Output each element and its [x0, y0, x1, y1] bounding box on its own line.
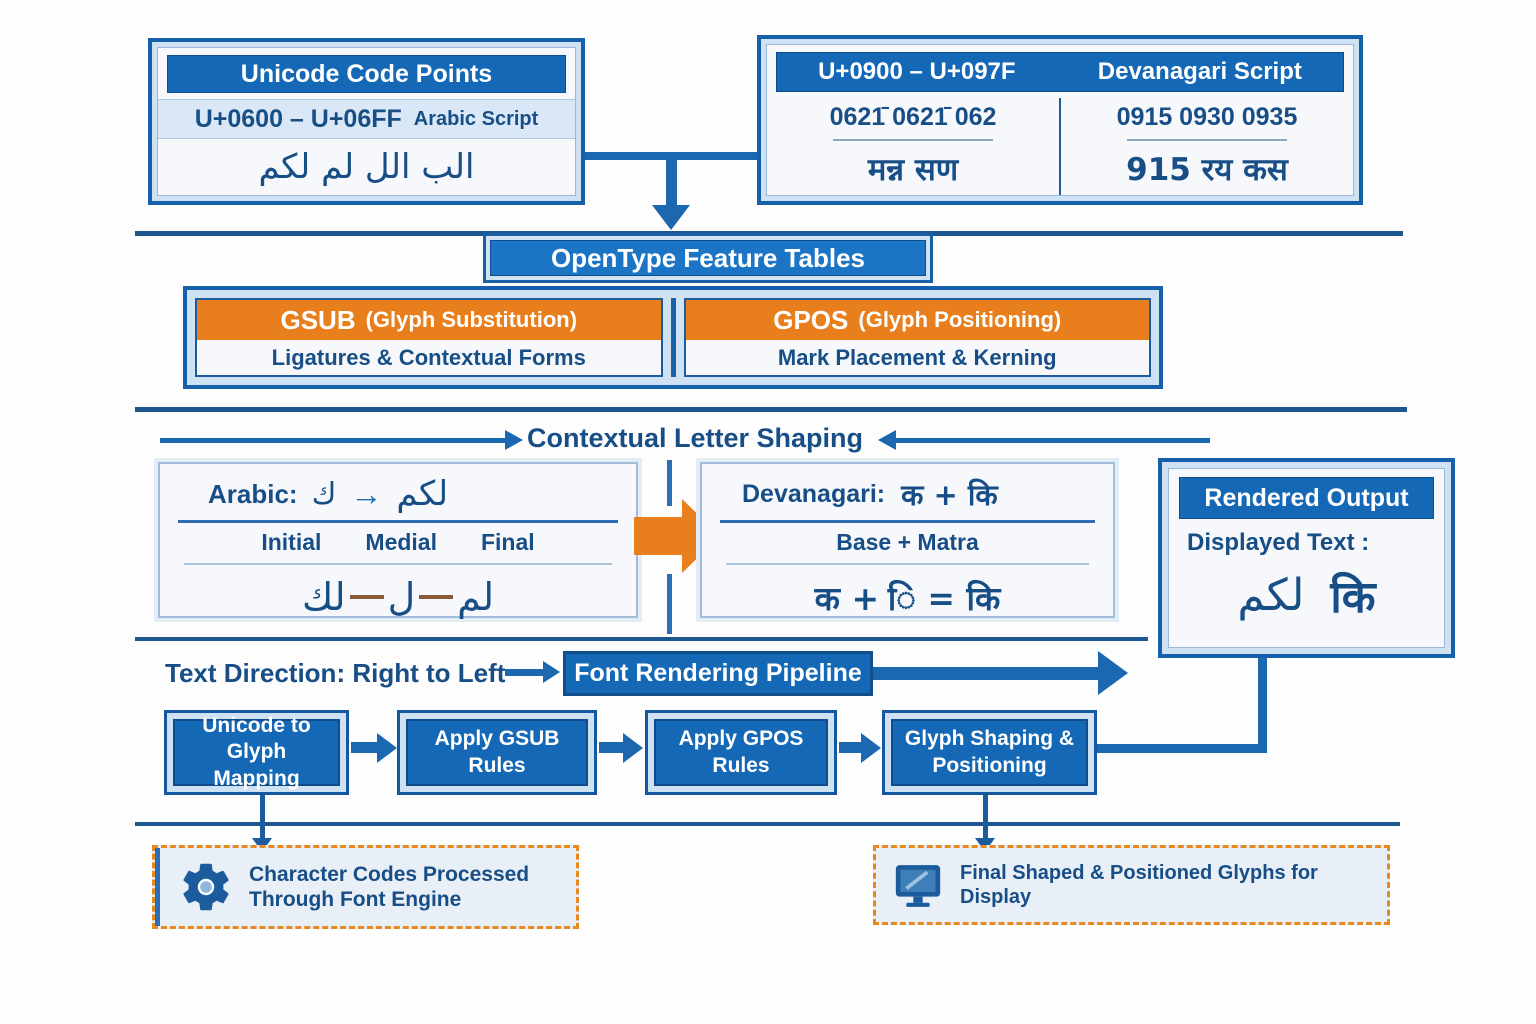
monitor-icon [890, 857, 946, 913]
orange-arrow-body [634, 517, 682, 555]
arabic-shaping-box [158, 462, 638, 618]
right-arrowhead-icon [861, 733, 881, 763]
left-accent-bar [155, 848, 160, 926]
rendered-devanagari-sample: कि [1330, 572, 1376, 623]
devanagari-shaping-box [700, 462, 1115, 618]
right-arrowhead-icon [505, 430, 523, 450]
arabic-box-divider-1 [178, 520, 618, 523]
down-arrowhead-icon [652, 205, 690, 230]
text-direction-label: Text Direction: Right to Left [165, 658, 506, 688]
shaping-title: Contextual Letter Shaping [526, 423, 864, 453]
gsub-qualifier: (Glyph Substitution) [365, 307, 578, 333]
arabic-range-row [158, 99, 575, 139]
joining-dash [350, 595, 384, 599]
right-arrowhead-icon [623, 733, 643, 763]
shaping-left-arrow-line [160, 438, 505, 443]
devanagari-formula: क + ि = कि [814, 578, 1001, 618]
gsub-panel [195, 298, 663, 377]
pipeline-arrow-line [873, 667, 1098, 680]
footnote-connector-2 [983, 795, 988, 840]
direction-arrow-line [505, 669, 543, 676]
gsub-header [197, 300, 661, 340]
arabic-form-medial: ل [387, 575, 416, 619]
pipe-arrow-line [351, 742, 377, 753]
arabic-sample-text: الب الل لم لكم [258, 147, 475, 187]
pipeline-step-gpos [645, 710, 837, 795]
left-arrowhead-icon [878, 430, 896, 450]
section-rule-4 [135, 822, 1400, 826]
arabic-box-divider-2 [184, 563, 612, 565]
gsub-name: GSUB [280, 304, 356, 335]
devanagari-header [776, 52, 1344, 92]
codes-2: 0915 0930 0935 [1116, 103, 1298, 131]
gear-icon [177, 858, 235, 916]
arabic-form-initial: لك [301, 575, 346, 619]
pipeline-step-label: Apply GPOS Rules [654, 719, 828, 786]
devanagari-box-divider-1 [720, 520, 1095, 523]
pipeline-step-unicode-mapping [164, 710, 349, 795]
shaping-divider-top [667, 460, 672, 506]
feature-tables-container [183, 286, 1163, 389]
arabic-isolated-form: ك [311, 476, 337, 512]
gpos-header [686, 300, 1150, 340]
footnote-connector-1 [260, 795, 265, 840]
big-right-arrowhead-icon [1098, 651, 1128, 695]
devanagari-box-divider-2 [726, 563, 1089, 565]
output-connector-vertical [1258, 658, 1267, 753]
feature-tables-divider [671, 298, 676, 377]
footnote-box-character-codes [152, 845, 579, 929]
devanagari-label: Devanagari: [742, 479, 886, 508]
devanagari-rule: Base + Matra [836, 528, 979, 555]
output-connector-horizontal [1094, 744, 1267, 753]
gsub-description: Ligatures & Contextual Forms [271, 344, 586, 370]
pipeline-step-label: Unicode to Glyph Mapping [173, 719, 340, 786]
sample-2: 915 रय कस [1126, 152, 1288, 188]
shaping-right-arrow-line [896, 438, 1210, 443]
right-arrowhead-icon [543, 661, 560, 683]
gpos-name: GPOS [773, 304, 849, 335]
pipeline-step-gsub [397, 710, 597, 795]
sample-1: मन्न सण [867, 152, 959, 188]
codes-1: 0621̄ 0621̄ 062 [829, 103, 997, 131]
pipeline-step-label: Glyph Shaping & Positioning [891, 719, 1088, 786]
arabic-script-label: Arabic Script [413, 107, 539, 130]
devanagari-col-1 [767, 98, 1061, 195]
cell-divider [1127, 139, 1288, 141]
rendered-output-title: Rendered Output [1179, 477, 1434, 519]
section-rule-2 [135, 407, 1407, 412]
pipeline-step-label: Apply GSUB Rules [406, 719, 588, 786]
devanagari-codepoints-box [757, 35, 1363, 205]
right-arrowhead-icon [377, 733, 397, 763]
devanagari-input: क + कि [901, 477, 998, 512]
pipeline-step-shaping [882, 710, 1097, 795]
pipe-arrow-line [599, 742, 623, 753]
pipe-arrow-line [839, 742, 861, 753]
footnote-text: Final Shaped & Positioned Glyphs for Display [960, 862, 1318, 908]
shaping-divider-bottom [667, 574, 672, 634]
cell-divider [833, 139, 994, 141]
arabic-range: U+0600 – U+06FF [194, 104, 402, 133]
unicode-codepoints-title: Unicode Code Points [167, 55, 566, 93]
top-connector-vertical [666, 152, 677, 206]
position-label-initial: Initial [261, 528, 322, 555]
gpos-description: Mark Placement & Kerning [777, 344, 1057, 370]
devanagari-col-2 [1061, 98, 1353, 195]
font-rendering-pipeline-box: Font Rendering Pipeline [563, 651, 873, 696]
opentype-title: OpenType Feature Tables [490, 240, 926, 276]
devanagari-range: U+0900 – U+097F [818, 58, 1016, 85]
joining-dash [419, 595, 453, 599]
gpos-panel [684, 298, 1152, 377]
section-rule-3 [135, 637, 1148, 641]
gpos-qualifier: (Glyph Positioning) [858, 307, 1062, 333]
arabic-joined-form: لكم [396, 474, 449, 514]
rendered-output-box [1158, 458, 1455, 658]
rendered-arabic-sample: لكم [1237, 569, 1305, 621]
unicode-codepoints-box [148, 38, 585, 205]
arabic-form-final: لم [457, 575, 495, 619]
right-arrow-icon: → [350, 476, 383, 512]
footnote-text: Character Codes Processed Through Font Engine [249, 862, 530, 911]
position-label-medial: Medial [365, 528, 437, 555]
position-label-final: Final [480, 528, 535, 555]
displayed-text-label: Displayed Text : [1187, 529, 1370, 556]
devanagari-script-label: Devanagari Script [1097, 58, 1302, 85]
footnote-box-final-glyphs [873, 845, 1390, 925]
arabic-label: Arabic: [208, 478, 298, 509]
opentype-feature-tables-box [483, 233, 933, 283]
